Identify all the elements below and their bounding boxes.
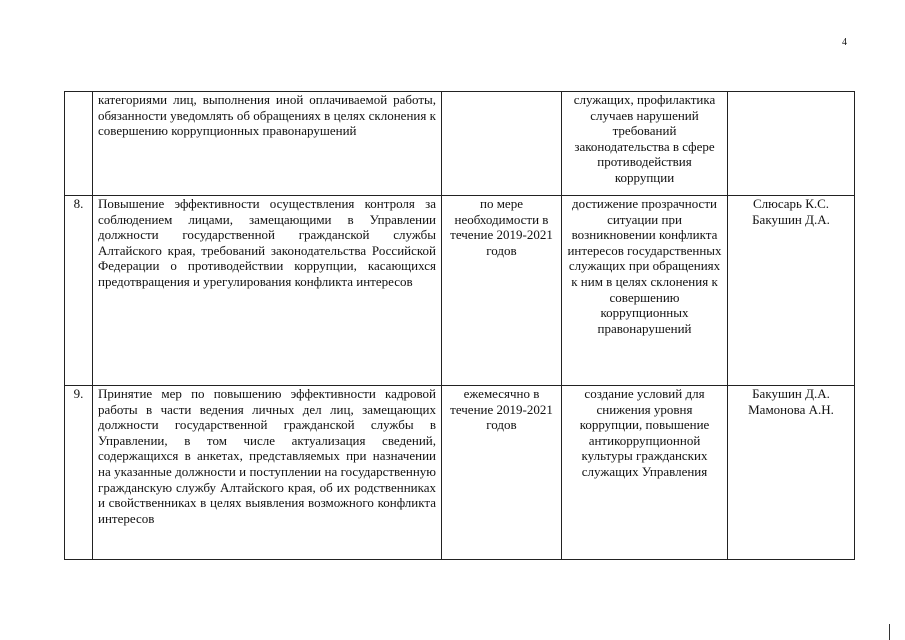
expected-result: служащих, профилактика случаев нарушений требований законодательства в сфере противодействия коррупции (562, 92, 728, 196)
measure-description: категориями лиц, выполнения иной оплачиваемой работы, обязанности уведомлять об обращениях в целях склонения к совершению коррупционных правонарушений (93, 92, 442, 196)
table-row (65, 92, 855, 196)
expected-result: создание условий для снижения уровня коррупции, повышение антикоррупционной культуры гражданских служащих Управления (562, 386, 728, 560)
scan-edge-mark (889, 624, 890, 640)
row-number (65, 92, 93, 196)
measure-term: ежемесячно в течение 2019-2021 годов (442, 386, 562, 560)
table-row (65, 386, 855, 560)
responsible-persons (728, 92, 855, 196)
measure-description: Повышение эффективности осуществления контроля за соблюдением лицами, замещающими в Управлении должности государственной гражданской службы Алтайского края, требований законодательства Российской Федерации о противодействии коррупции, касающихся предотвращения и урегулирования конфликта интересов (93, 196, 442, 386)
responsible-persons: Бакушин Д.А. Мамонова А.Н. (728, 386, 855, 560)
responsible-persons: Слюсарь К.С. Бакушин Д.А. (728, 196, 855, 386)
page-number: 4 (842, 37, 847, 48)
row-number: 9. (65, 386, 93, 560)
row-number: 8. (65, 196, 93, 386)
measure-description: Принятие мер по повышению эффективности кадровой работы в части ведения личных дел лиц, замещающих должности государственной гражданской службы в Управлении, в том числе актуализация сведений, содержащихся в анкетах, представляемых при назначении на указанные должности и поступлении на государственную гражданскую службу Алтайского края, об их родственниках и свойственниках в целях выявления возможного конфликта интересов (93, 386, 442, 560)
measures-table (64, 91, 855, 560)
measure-term: по мере необходимости в течение 2019-2021 годов (442, 196, 562, 386)
table-row (65, 196, 855, 386)
measure-term (442, 92, 562, 196)
expected-result: достижение прозрачности ситуации при возникновении конфликта интересов государственных служащих при обращениях к ним в целях склонения к совершению коррупционных правонарушений (562, 196, 728, 386)
